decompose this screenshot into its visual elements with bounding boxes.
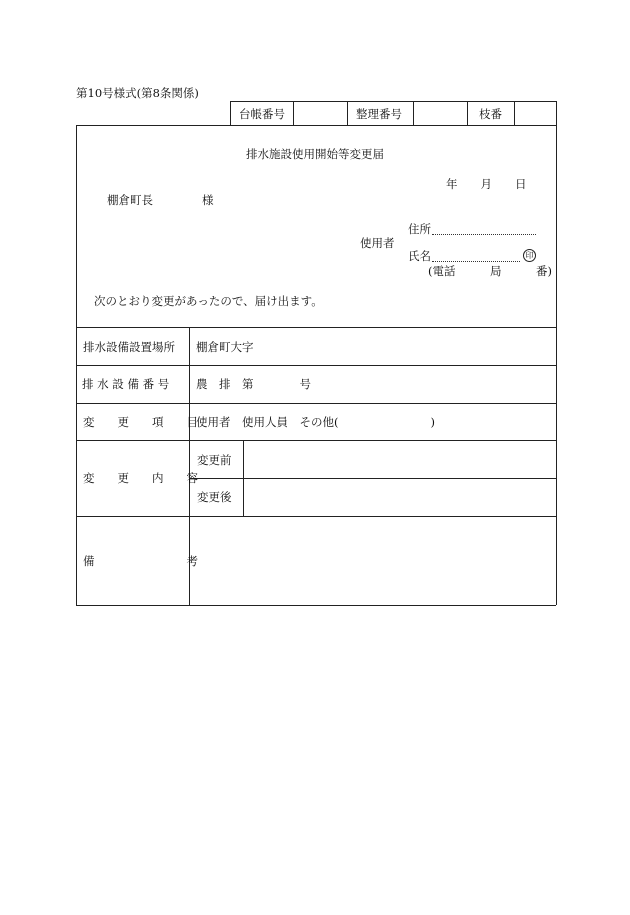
facility-number-label: 排 水 設 備 番 号: [82, 377, 170, 391]
branch-number-label: 枝番: [479, 107, 502, 121]
remarks-field[interactable]: [196, 524, 550, 598]
change-content-label: 変 更 内 容: [83, 471, 198, 485]
address-field[interactable]: [432, 234, 536, 235]
ledger-number-label: 台帳番号: [239, 107, 285, 121]
seal-mark: 印: [523, 249, 536, 262]
arrange-number-field[interactable]: [416, 107, 464, 121]
name-field[interactable]: [432, 261, 520, 262]
location-field[interactable]: 棚倉町大字: [196, 340, 254, 354]
change-item-options[interactable]: 使用者 使用人員 その他( ): [196, 415, 435, 429]
before-change-label: 変更前: [197, 453, 232, 467]
facility-number-field[interactable]: 農 排 第 号: [196, 377, 311, 391]
phone-line[interactable]: (電話 局 番): [428, 264, 552, 278]
honorific: 様: [202, 193, 214, 207]
arrange-number-label: 整理番号: [356, 107, 402, 121]
addressee: 棚倉町長: [107, 193, 153, 207]
user-label: 使用者: [360, 236, 395, 250]
branch-number-field[interactable]: [517, 107, 553, 121]
before-change-field[interactable]: [250, 453, 550, 467]
submission-date[interactable]: 年 月 日: [446, 177, 527, 191]
location-label: 排水設備設置場所: [83, 340, 175, 354]
document-title: 排水施設使用開始等変更届: [246, 147, 384, 161]
after-change-field[interactable]: [250, 490, 550, 504]
notice-text: 次のとおり変更があったので、届け出ます。: [94, 294, 323, 308]
after-change-label: 変更後: [197, 490, 232, 504]
form-number: 第10号様式(第8条関係): [76, 86, 199, 100]
ledger-number-field[interactable]: [296, 107, 344, 121]
remarks-label: 備 考: [83, 554, 198, 568]
change-item-label: 変 更 項 目: [83, 415, 198, 429]
name-label: 氏名: [408, 249, 431, 263]
address-label: 住所: [408, 222, 431, 236]
